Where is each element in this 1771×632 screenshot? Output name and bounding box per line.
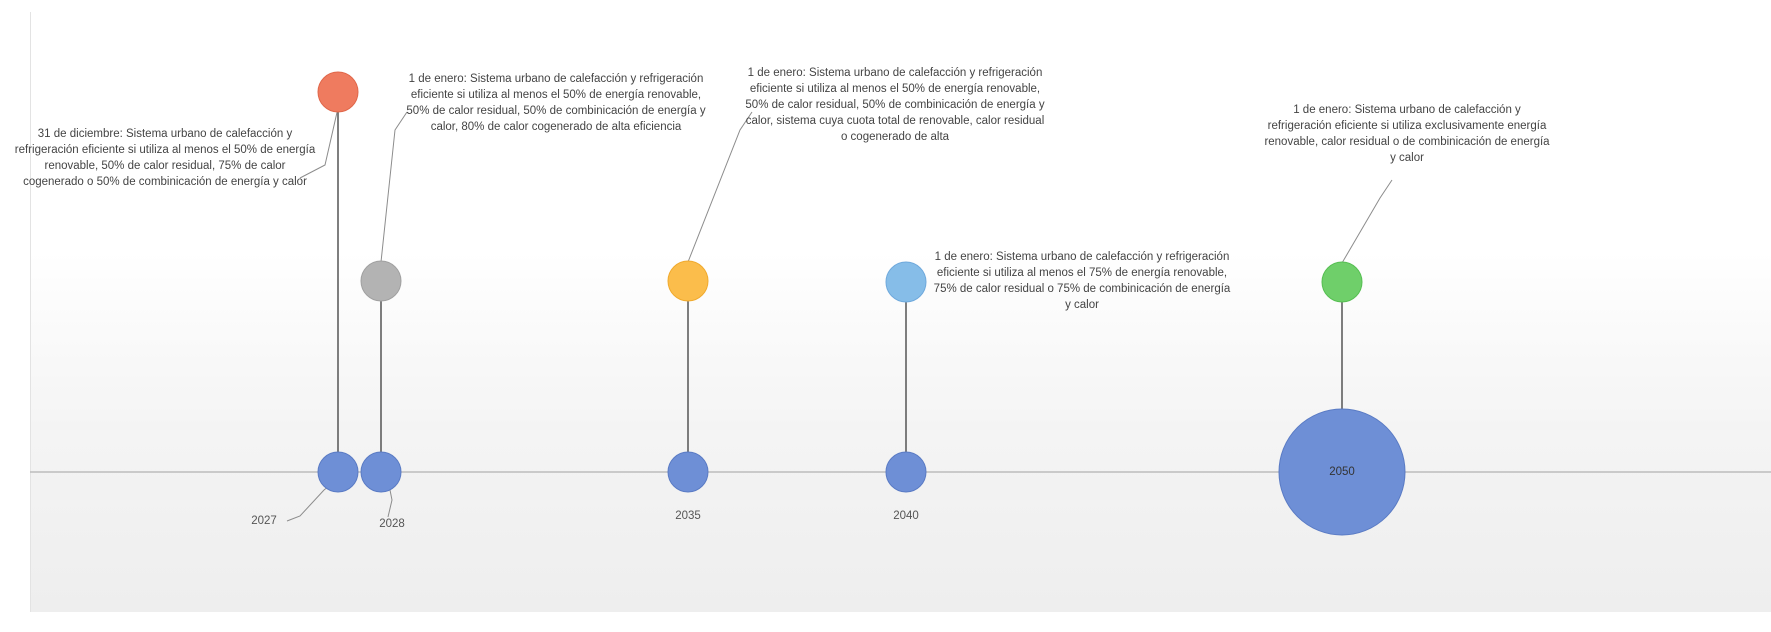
year-label-2050: 2050 — [1329, 466, 1355, 478]
year-label-2027: 2027 — [251, 515, 277, 527]
note-2040: 1 de enero: Sistema urbano de calefacción y refrigeración eficiente si utiliza al menos el 75% de energía renovable, 75% de calor residual o 75% de combinicación de energía y calor — [933, 251, 1231, 311]
year-leader-2028 — [388, 490, 392, 517]
note-2028: 1 de enero: Sistema urbano de calefacción y refrigeración eficiente si utiliza al menos el 50% de energía renovable, 50% de calor residual, 50% de combinicación de energía y calor, 80% de calor cogenerado de alta eficiencia — [406, 73, 706, 133]
leader-2050 — [1342, 180, 1392, 263]
year-label-2040: 2040 — [893, 510, 919, 522]
axis-bubble-2028 — [361, 452, 401, 492]
marker-2028-gray — [361, 261, 401, 301]
marker-2027-red — [318, 72, 358, 112]
leader-2028 — [381, 112, 407, 262]
year-label-2028: 2028 — [379, 518, 405, 530]
marker-2050-green — [1322, 262, 1362, 302]
axis-bubble-2027 — [318, 452, 358, 492]
year-label-2035: 2035 — [675, 510, 701, 522]
axis-bubble-2040 — [886, 452, 926, 492]
marker-2040-lightblue — [886, 262, 926, 302]
axis-bubble-2035 — [668, 452, 708, 492]
marker-2035-orange — [668, 261, 708, 301]
note-2027: 31 de diciembre: Sistema urbano de calefacción y refrigeración eficiente si utiliza al menos el 50% de energía renovable, 50% de calor residual, 75% de calor cogenerado o 50% de combinicación de energía y calor — [14, 128, 316, 188]
note-2035: 1 de enero: Sistema urbano de calefacción y refrigeración eficiente si utiliza al menos el 50% de energía renovable, 50% de calor residual, 50% de combinicación de energía y calor, sistema cuya cuota total de renovable, calor residual o cogenerado de alta — [745, 67, 1045, 143]
note-2050: 1 de enero: Sistema urbano de calefacción y refrigeración eficiente si utiliza exclusivamente energía renovable, calor residual o de combinicación de energía y calor — [1264, 104, 1550, 164]
